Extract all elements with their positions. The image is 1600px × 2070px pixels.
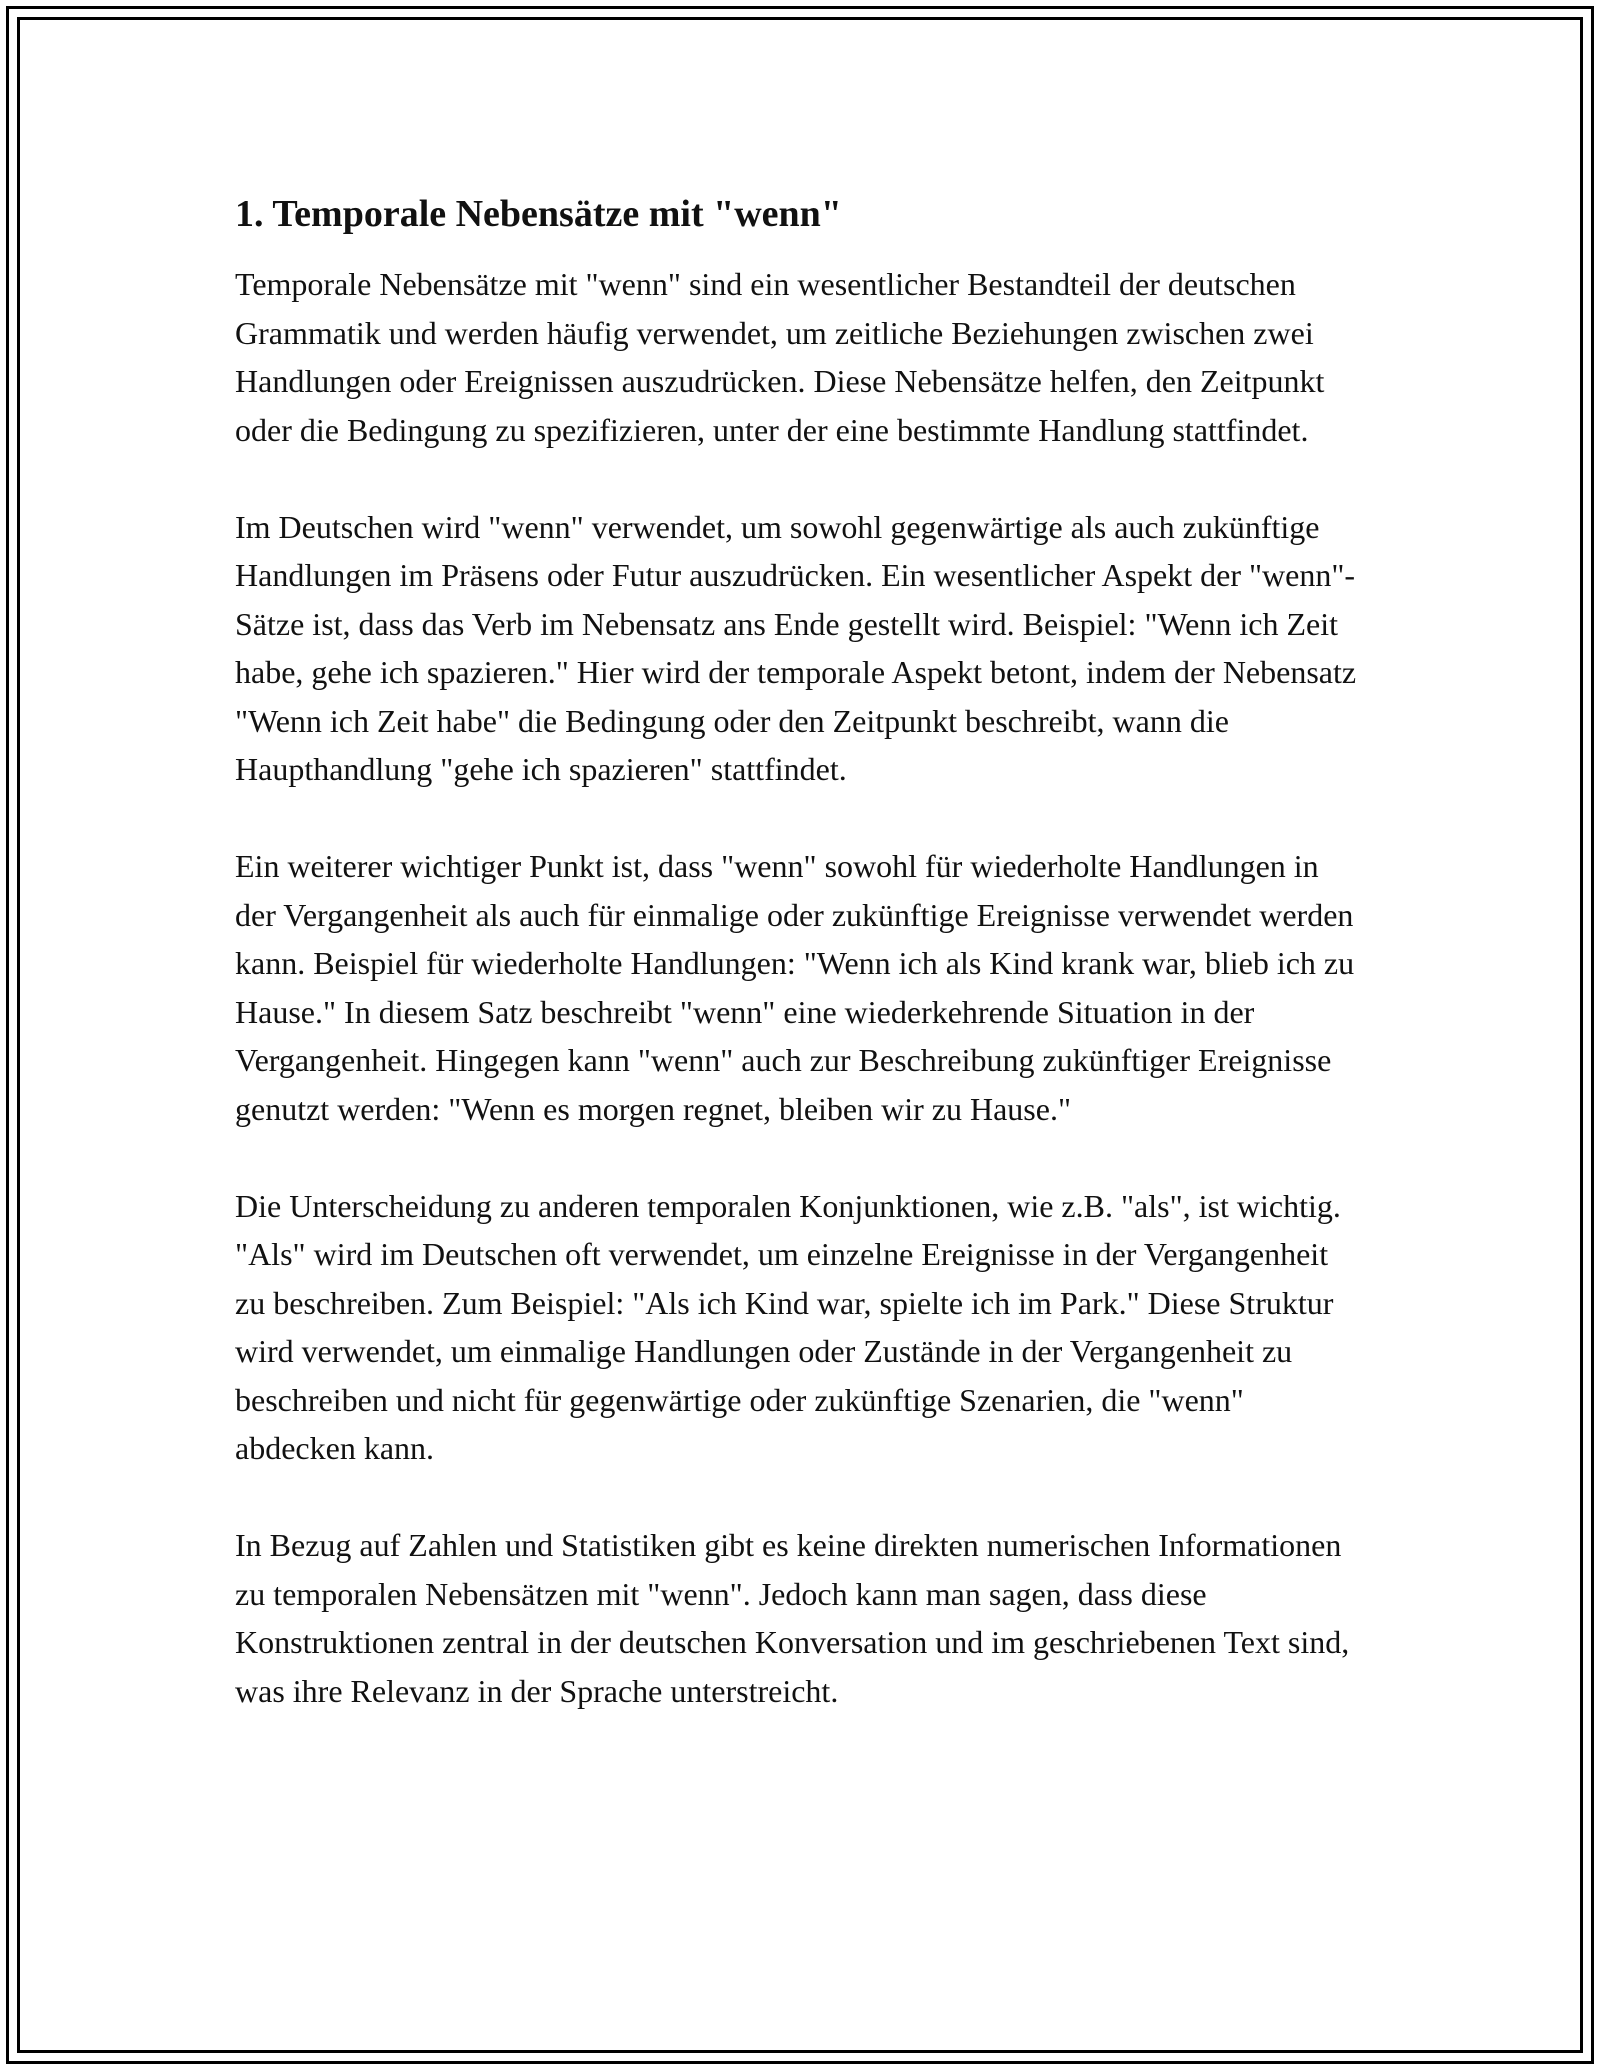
paragraph-repeated-actions: Ein weiterer wichtiger Punkt ist, dass "wenn" sowohl für wiederholte Handlungen in der Vergangenheit als auch für einmalige oder zukünftige Ereignisse verwendet werden kann. Beispiel für wiederholte Handlungen: "Wenn ich als Kind krank war, blieb ich zu Hause." In diesem Satz beschreibt "wenn" eine wiederkehrende Situation in der Vergangenheit. Hingegen kann "wenn" auch zur Beschreibung zukünftiger Ereignisse genutzt werden: "Wenn es morgen regnet, bleiben wir zu Hause."	[235, 848, 1355, 1127]
paragraph-statistics: In Bezug auf Zahlen und Statistiken gibt es keine direkten numerischen Informationen zu temporalen Nebensätzen mit "wenn". Jedoch kann man sagen, dass diese Konstruktionen zentral in der deutschen Konversation und im geschriebenen Text sind, was ihre Relevanz in der Sprache unterstreicht.	[235, 1527, 1350, 1709]
paragraph-intro: Temporale Nebensätze mit "wenn" sind ein wesentlicher Bestandteil der deutschen Grammatik und werden häufig verwendet, um zeitliche Beziehungen zwischen zwei Handlungen oder Ereignissen auszudrücken. Diese Nebensätze helfen, den Zeitpunkt oder die Bedingung zu spezifizieren, unter der eine bestimmte Handlung stattfindet.	[235, 266, 1325, 448]
paragraph-present-future: Im Deutschen wird "wenn" verwendet, um sowohl gegenwärtige als auch zukünftige Handlungen im Präsens oder Futur auszudrücken. Ein wesentlicher Aspekt der "wenn"-Sätze ist, dass das Verb im Nebensatz ans Ende gestellt wird. Beispiel: "Wenn ich Zeit habe, gehe ich spazieren." Hier wird der temporale Aspekt betont, indem der Nebensatz "Wenn ich Zeit habe" die Bedingung oder den Zeitpunkt beschreibt, wann die Haupthandlung "gehe ich spazieren" stattfindet.	[235, 508, 1357, 787]
paragraph-als-distinction: Die Unterscheidung zu anderen temporalen Konjunktionen, wie z.B. "als", ist wichtig. "Als" wird im Deutschen oft verwendet, um einzelne Ereignisse in der Vergangenheit zu beschreiben. Zum Beispiel: "Als ich Kind war, spielte ich im Park." Diese Struktur wird verwendet, um einmalige Handlungen oder Zustände in der Vergangenheit zu beschreiben und nicht für gegenwärtige oder zukünftige Szenarien, die "wenn" abdecken kann.	[235, 1187, 1341, 1466]
section-title: 1. Temporale Nebensätze mit "wenn"	[235, 193, 842, 235]
document-body	[235, 190, 1365, 1715]
